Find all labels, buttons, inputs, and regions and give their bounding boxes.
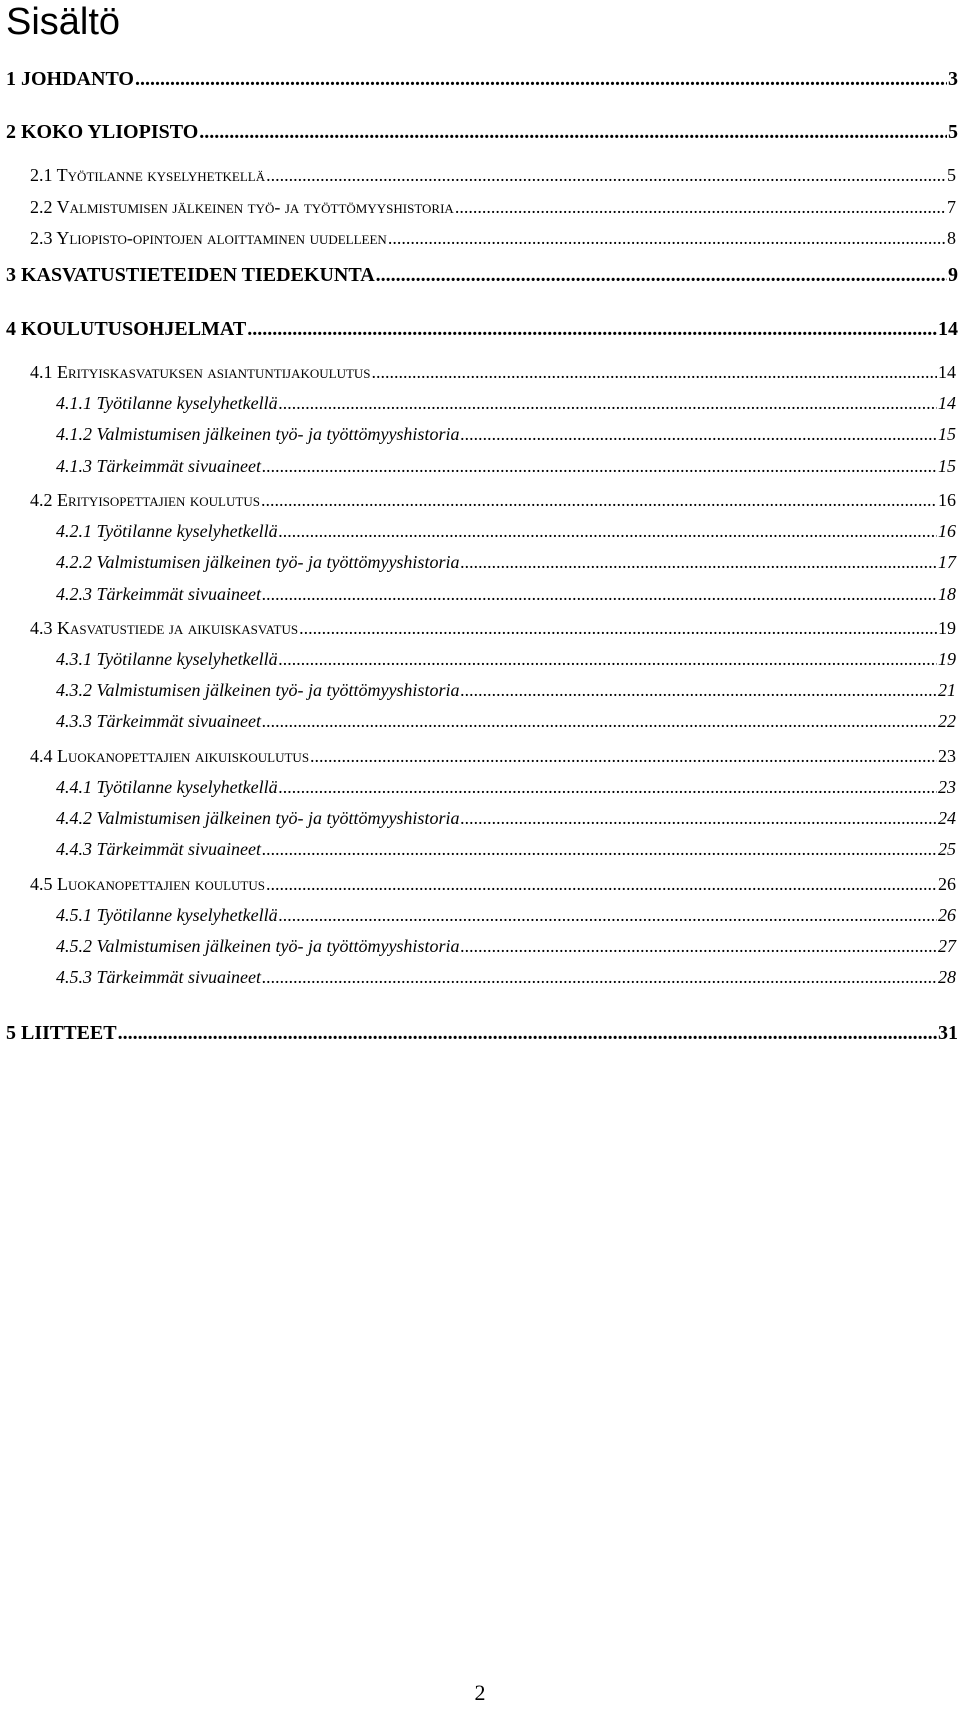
- toc-entry-page: 16: [938, 521, 956, 541]
- toc-dot-leader: [135, 68, 947, 91]
- toc-entry-label: 1 JOHDANTO: [6, 68, 134, 90]
- toc-entry-page: 26: [938, 905, 956, 925]
- toc-dot-leader: [376, 264, 947, 287]
- toc-entry-page: 14: [938, 393, 956, 413]
- toc-entry-label: 3 KASVATUSTIETEIDEN TIEDEKUNTA: [6, 264, 375, 286]
- toc-dot-leader: [247, 318, 937, 341]
- toc-entry[interactable]: [6, 264, 958, 287]
- toc-dot-leader: [460, 552, 937, 573]
- toc-entry-label: 2.1 Työtilanne kyselyhetkellä: [30, 165, 266, 185]
- toc-entry-label: 4.5 Luokanopettajien koulutus: [30, 874, 265, 894]
- toc-dot-leader: [199, 121, 947, 144]
- toc-entry-label: 4.1.1 Työtilanne kyselyhetkellä: [56, 393, 278, 413]
- toc-entry-label: 4 KOULUTUSOHJELMAT: [6, 318, 247, 340]
- toc-entry-page: 18: [938, 584, 956, 604]
- toc-dot-leader: [460, 680, 937, 701]
- toc-entry-page: 14: [938, 318, 958, 340]
- toc-dot-leader: [262, 967, 937, 988]
- toc-entry-page: 19: [938, 618, 956, 638]
- toc-entry-label: 4.3.2 Valmistumisen jälkeinen työ- ja työttömyyshistoria: [56, 680, 460, 700]
- toc-entry[interactable]: [30, 362, 956, 383]
- toc-entry-label: 2 KOKO YLIOPISTO: [6, 121, 199, 143]
- toc-dot-leader: [118, 1022, 937, 1045]
- toc-entry[interactable]: [6, 68, 958, 91]
- toc-entry-label: 4.3.1 Työtilanne kyselyhetkellä: [56, 649, 278, 669]
- toc-dot-leader: [262, 711, 937, 732]
- toc-dot-leader: [262, 584, 937, 605]
- toc-entry-label: 4.4.3 Tärkeimmät sivuaineet: [56, 839, 261, 859]
- toc-entry[interactable]: [56, 393, 956, 414]
- toc-entry[interactable]: [56, 808, 956, 829]
- toc-entry-page: 25: [938, 839, 956, 859]
- toc-entry[interactable]: [56, 711, 956, 732]
- toc-dot-leader: [266, 874, 937, 895]
- toc-entry[interactable]: [6, 318, 958, 341]
- toc-entry-page: 19: [938, 649, 956, 669]
- toc-dot-leader: [279, 649, 937, 670]
- toc-entry-page: 26: [938, 874, 956, 894]
- toc-entry-page: 9: [948, 264, 958, 286]
- toc-entry-page: 24: [938, 808, 956, 828]
- toc-dot-leader: [279, 393, 937, 414]
- toc-dot-leader: [460, 424, 937, 445]
- toc-entry-page: 8: [947, 228, 956, 248]
- toc-dot-leader: [279, 777, 937, 798]
- toc-entry[interactable]: [56, 967, 956, 988]
- toc-entry-page: 28: [938, 967, 956, 987]
- toc-entry[interactable]: [30, 618, 956, 639]
- toc-entry[interactable]: [30, 490, 956, 511]
- page-number: 2: [474, 1680, 486, 1705]
- toc-dot-leader: [262, 456, 937, 477]
- toc-entry[interactable]: [56, 521, 956, 542]
- toc-entry-page: 23: [938, 746, 956, 766]
- toc-entry-label: 4.5.3 Tärkeimmät sivuaineet: [56, 967, 261, 987]
- toc-entry-page: 27: [938, 936, 956, 956]
- toc-entry-label: 2.3 Yliopisto-opintojen aloittaminen uudelleen: [30, 228, 387, 248]
- toc-entry-page: 17: [938, 552, 956, 572]
- toc-entry-label: 4.1 Erityiskasvatuksen asiantuntijakoulutus: [30, 362, 371, 382]
- toc-entry[interactable]: [30, 197, 956, 218]
- toc-entry[interactable]: [56, 680, 956, 701]
- toc-entry-page: 14: [938, 362, 956, 382]
- toc-dot-leader: [372, 362, 937, 383]
- toc-entry-label: 4.2.1 Työtilanne kyselyhetkellä: [56, 521, 278, 541]
- toc-entry[interactable]: [56, 584, 956, 605]
- toc-entry[interactable]: [56, 905, 956, 926]
- toc-entry[interactable]: [30, 228, 956, 249]
- toc-entry-page: 5: [947, 165, 956, 185]
- page-title: Sisältö: [6, 1, 121, 43]
- toc-entry-label: 4.5.2 Valmistumisen jälkeinen työ- ja työttömyyshistoria: [56, 936, 460, 956]
- toc-dot-leader: [279, 521, 937, 542]
- toc-entry-label: 4.4.2 Valmistumisen jälkeinen työ- ja työttömyyshistoria: [56, 808, 460, 828]
- toc-entry-page: 21: [938, 680, 956, 700]
- toc-entry[interactable]: [30, 874, 956, 895]
- toc-entry-page: 31: [938, 1022, 958, 1044]
- toc-entry-page: 23: [938, 777, 956, 797]
- toc-entry-page: 22: [938, 711, 956, 731]
- toc-entry-label: 4.1.2 Valmistumisen jälkeinen työ- ja työttömyyshistoria: [56, 424, 460, 444]
- toc-entry-label: 5 LIITTEET: [6, 1022, 117, 1044]
- toc-entry[interactable]: [56, 649, 956, 670]
- toc-dot-leader: [266, 165, 946, 186]
- toc-entry-label: 4.4 Luokanopettajien aikuiskoulutus: [30, 746, 310, 766]
- toc-dot-leader: [299, 618, 937, 639]
- toc-entry[interactable]: [56, 839, 956, 860]
- toc-entry-page: 15: [938, 456, 956, 476]
- toc-dot-leader: [310, 746, 937, 767]
- toc-entry-page: 15: [938, 424, 956, 444]
- toc-entry-label: 4.2.3 Tärkeimmät sivuaineet: [56, 584, 261, 604]
- toc-entry-page: 16: [938, 490, 956, 510]
- toc-entry-label: 4.1.3 Tärkeimmät sivuaineet: [56, 456, 261, 476]
- toc-dot-leader: [262, 839, 937, 860]
- toc-entry[interactable]: [6, 121, 958, 144]
- toc-entry[interactable]: [30, 165, 956, 186]
- toc-entry-label: 4.2 Erityisopettajien koulutus: [30, 490, 260, 510]
- toc-entry-label: 4.4.1 Työtilanne kyselyhetkellä: [56, 777, 278, 797]
- toc-entry-page: 7: [947, 197, 956, 217]
- toc-dot-leader: [455, 197, 946, 218]
- toc-dot-leader: [388, 228, 946, 249]
- toc-dot-leader: [460, 936, 937, 957]
- toc-dot-leader: [279, 905, 937, 926]
- toc-dot-leader: [460, 808, 937, 829]
- toc-entry[interactable]: [56, 936, 956, 957]
- toc-entry-label: 4.2.2 Valmistumisen jälkeinen työ- ja työttömyyshistoria: [56, 552, 460, 572]
- toc-entry-label: 4.3 Kasvatustiede ja aikuiskasvatus: [30, 618, 299, 638]
- toc-entry-page: 5: [948, 121, 958, 143]
- toc-entry[interactable]: [56, 552, 956, 573]
- toc-entry-page: 3: [948, 68, 958, 90]
- toc-entry[interactable]: [56, 424, 956, 445]
- toc-dot-leader: [261, 490, 937, 511]
- toc-entry[interactable]: [6, 1022, 958, 1045]
- toc-entry-label: 2.2 Valmistumisen jälkeinen työ- ja työttömyyshistoria: [30, 197, 454, 217]
- toc-entry-label: 4.3.3 Tärkeimmät sivuaineet: [56, 711, 261, 731]
- toc-entry[interactable]: [30, 746, 956, 767]
- toc-entry[interactable]: [56, 456, 956, 477]
- toc-entry[interactable]: [56, 777, 956, 798]
- toc-entry-label: 4.5.1 Työtilanne kyselyhetkellä: [56, 905, 278, 925]
